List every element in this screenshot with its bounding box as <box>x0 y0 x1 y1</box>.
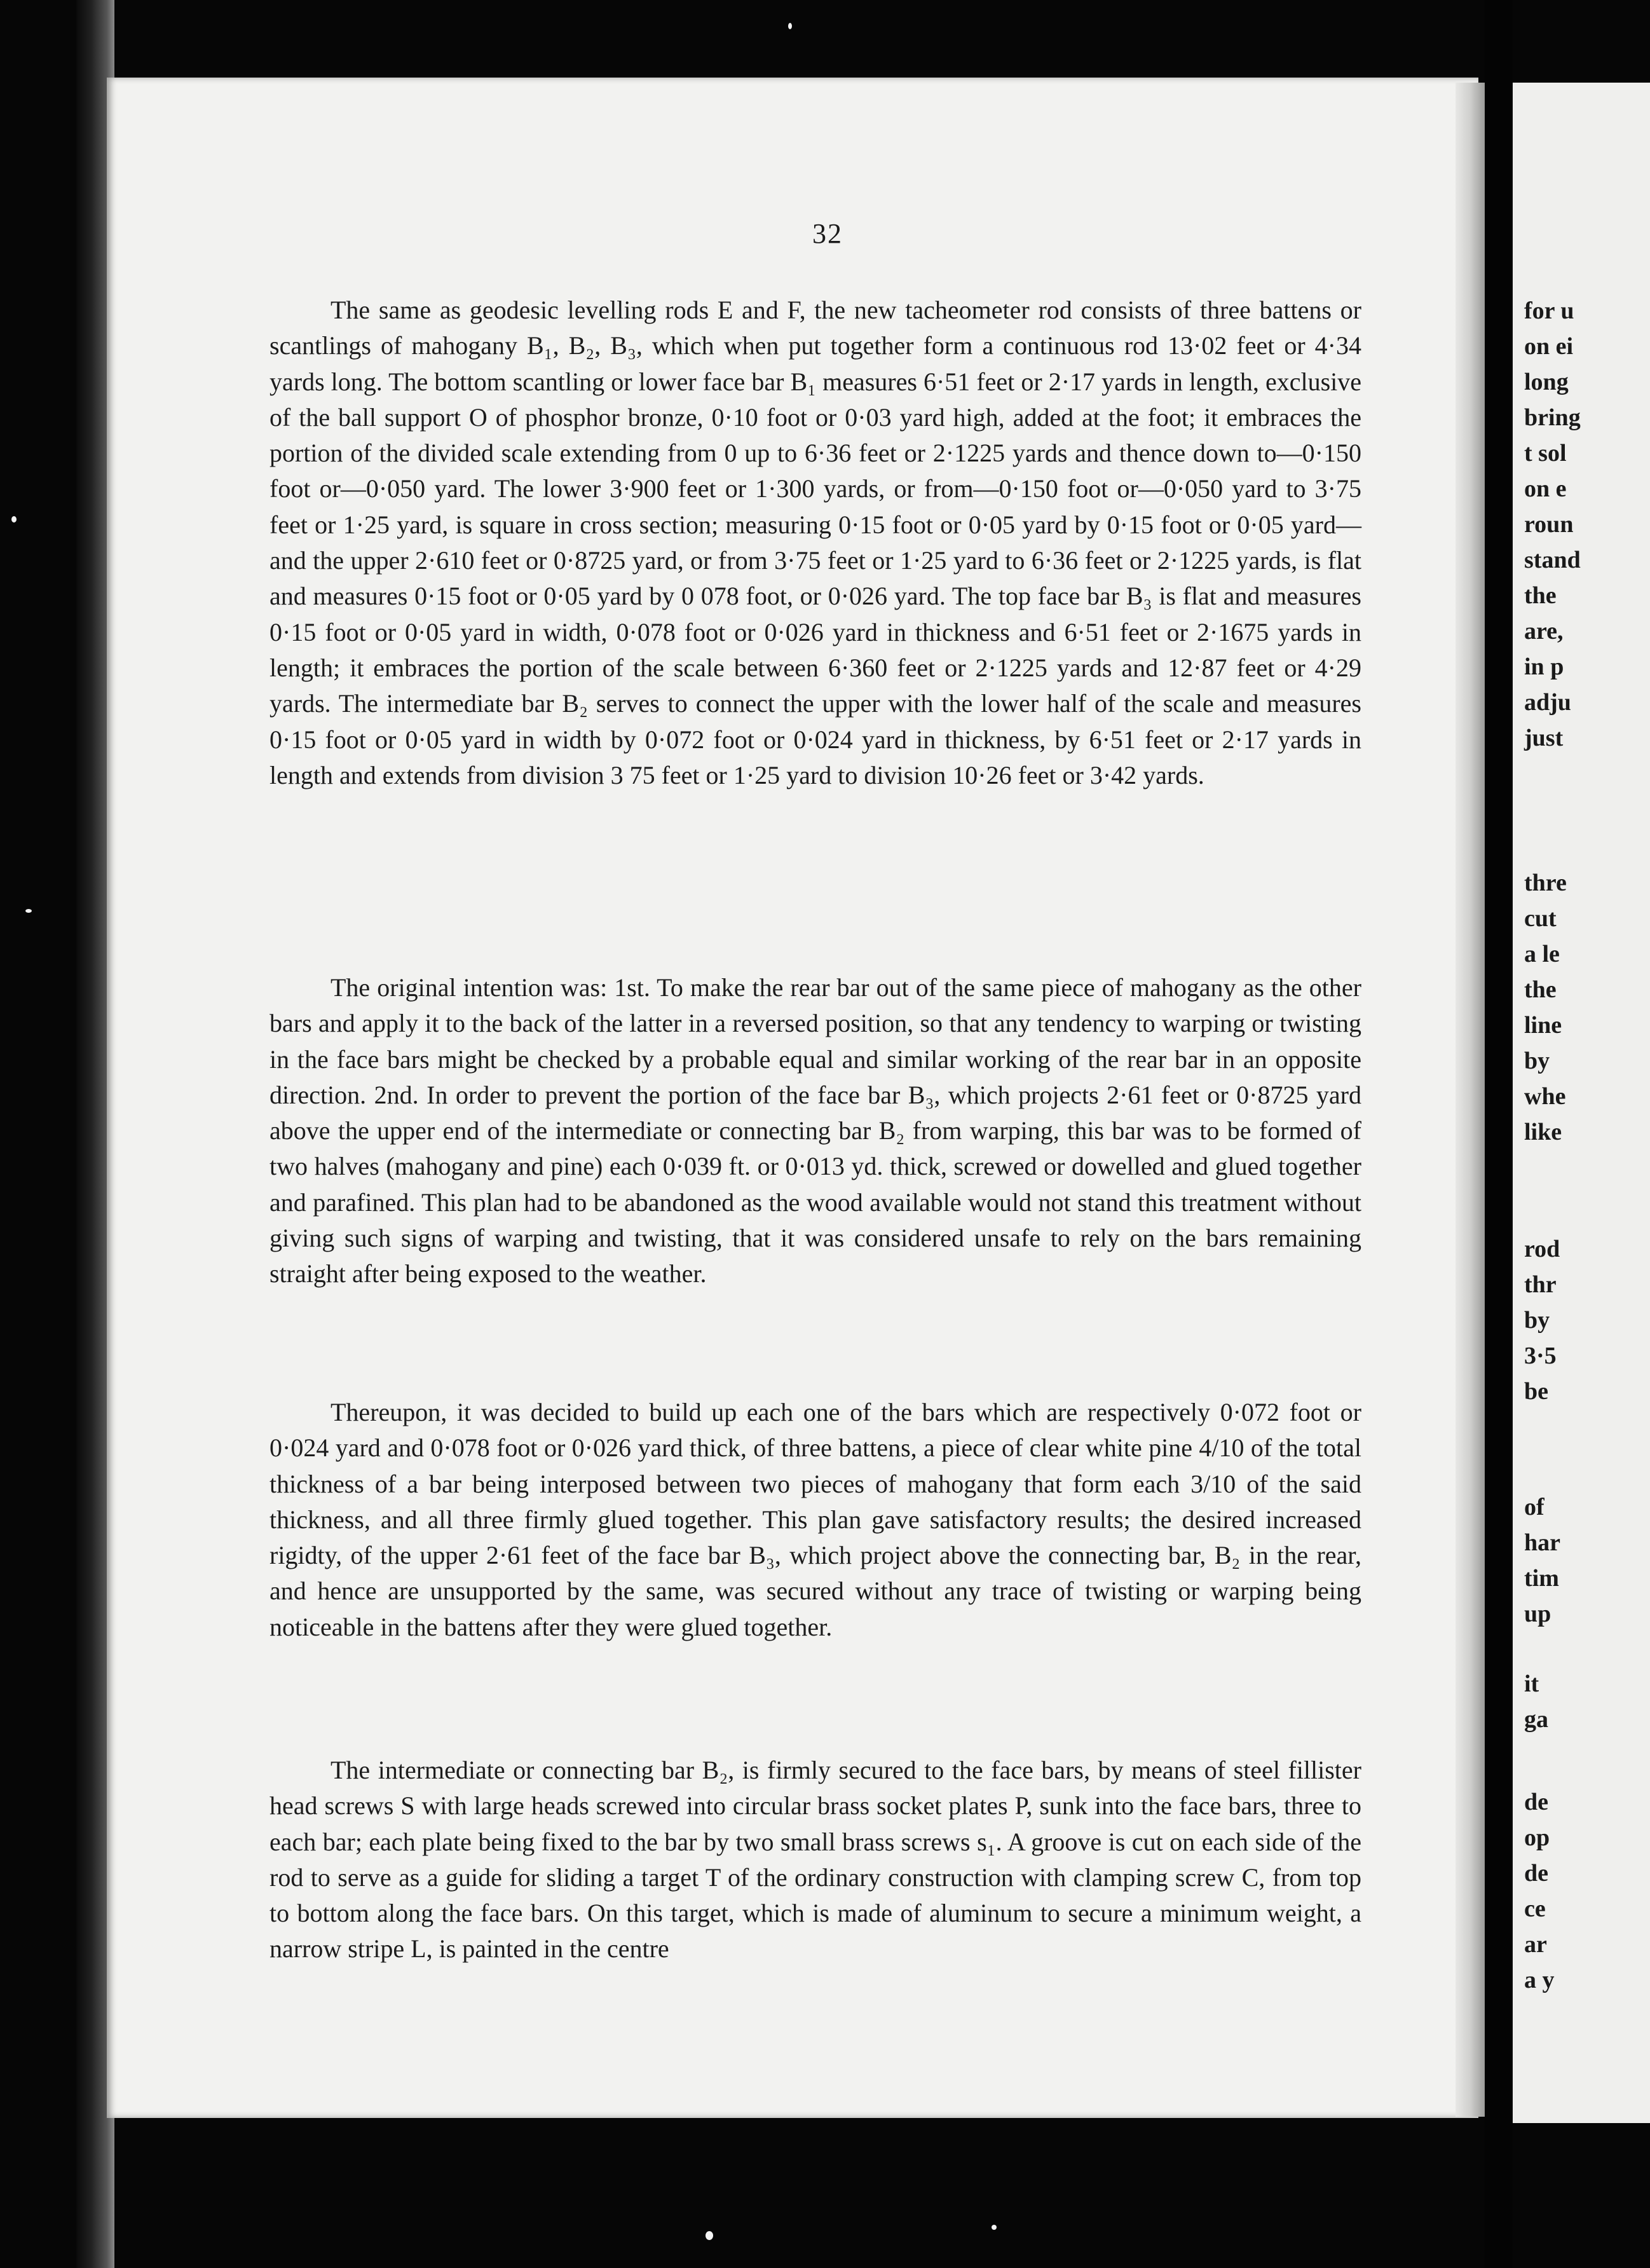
adjacent-line: ga <box>1524 1706 1548 1733</box>
adjacent-line: are, <box>1524 618 1564 645</box>
adjacent-line: in p <box>1524 653 1564 680</box>
scan-speck <box>11 516 17 523</box>
adjacent-line: just <box>1524 725 1564 751</box>
scan-speck <box>706 2231 713 2240</box>
adjacent-line: for u <box>1524 297 1574 324</box>
adjacent-line: tim <box>1524 1565 1559 1592</box>
adjacent-line: ce <box>1524 1896 1546 1922</box>
adjacent-line: thr <box>1524 1271 1557 1298</box>
adjacent-line: har <box>1524 1529 1560 1556</box>
adjacent-line: by <box>1524 1048 1550 1074</box>
adjacent-line: adju <box>1524 689 1571 716</box>
gutter-gap <box>1485 0 1513 2268</box>
adjacent-line: a le <box>1524 941 1560 967</box>
adjacent-line: whe <box>1524 1083 1566 1110</box>
adjacent-line: 3·5 <box>1524 1342 1557 1369</box>
scan-speck <box>992 2225 997 2230</box>
paragraph-2: The original intention was: 1st. To make the rear bar out of the same piece of mahogany as the other bars and apply it to the back of the latter in a reversed position, so that any tendency to warping or twisting in the face bars might be checked by a probable equal and similar working of the rear bar in an opposite direction. 2nd. In order to prevent the portion of the face bar B₃, which projects 2·61 feet or 0·8725 yard above the upper end of the intermediate or connecting bar B₂ from warping, this bar was to be formed of two halves (mahogany and pine) each 0·039 ft. or 0·013 yd. thick, screwed or dowelled and glued together and parafined. This plan had to be abandoned as the wood available would not stand this treatment without giving such signs of warping and twisting, that it was considered unsafe to rely on the bars remaining straight after being exposed to the weather. <box>269 973 1361 1288</box>
scan-speck <box>788 23 792 29</box>
adjacent-line: op <box>1524 1824 1550 1851</box>
adjacent-line: t sol <box>1524 440 1567 467</box>
adjacent-line: like <box>1524 1119 1562 1145</box>
paragraph-3: Thereupon, it was decided to build up each one of the bars which are respectively 0·072 foot or 0·024 yard and 0·078 foot or 0·026 yard thick, of three battens, a piece of clear white pine 4/10 of the total thickness of a bar being interposed between two pieces of mahogany that form each 3/10 of the said thickness, and all three firmly glued together. This plan gave satisfactory results; the desired increased rigidty, of the upper 2·61 feet of the face bar B₃, which project above the connecting bar, B₂ in the rear, and hence are unsupported by the same, was secured without any trace of twisting or warping being noticeable in the battens after they were glued together. <box>269 1398 1361 1641</box>
adjacent-line: bring <box>1524 404 1581 431</box>
adjacent-line: stand <box>1524 547 1581 573</box>
adjacent-line: cut <box>1524 905 1557 932</box>
adjacent-line: ar <box>1524 1931 1547 1958</box>
paragraph-1: The same as geodesic levelling rods E and F, the new tacheometer rod consists of three battens or scantlings of mahogany B₁, B₂, B₃, which when put together form a continuous rod 13·02 feet or 4·34 yards long. The bottom scantling or lower face bar B₁ measures 6·51 feet or 2·17 yards in length, exclusive of the ball support O of phosphor bronze, 0·10 foot or 0·03 yard high, added at the foot; it embraces the portion of the divided scale extending from 0 up to 6·36 feet or 2·1225 yards and thence down to—0·150 foot or—0·050 yard. The lower 3·900 feet or 1·300 yards, or from—0·150 foot or—0·050 yard to 3·75 feet or 1·25 yard, is square in cross section; measuring 0·15 foot or 0·05 yard by 0·15 foot or 0·05 yard—and the upper 2·610 feet or 0·8725 yard, or from 3·75 feet or 1·25 yard to 6·36 feet or 2·1225 yards, is flat and measures 0·15 foot or 0·05 yard by 0 078 foot, or 0·026 yard. The top face bar B₃ is flat and measures 0·15 foot or 0·05 yard in width, 0·078 foot or 0·026 yard in thickness and 6·51 feet or 2·1675 yards in length; it embraces the portion of the scale between 6·360 feet or 2·1225 yards and 12·87 feet or 4·29 yards. The intermediate bar B₂ serves to connect the upper with the lower half of the scale and measures 0·15 foot or 0·05 yard in width by 0·072 foot or 0·024 yard in thickness, by 6·51 feet or 2·17 yards in length and extends from division 3 75 feet or 1·25 yard to division 10·26 feet or 3·42 yards. <box>269 296 1361 789</box>
adjacent-line: by <box>1524 1307 1550 1334</box>
adjacent-line: the <box>1524 582 1557 609</box>
scan-speck <box>25 909 32 913</box>
adjacent-line: on ei <box>1524 333 1574 360</box>
adjacent-line: up <box>1524 1601 1551 1627</box>
adjacent-page <box>1513 83 1650 2123</box>
adjacent-line: on e <box>1524 475 1567 502</box>
adjacent-line: thre <box>1524 870 1567 896</box>
page-number: 32 <box>812 218 843 249</box>
page-edge <box>1456 83 1485 2117</box>
adjacent-line: the <box>1524 976 1557 1003</box>
adjacent-line: line <box>1524 1012 1562 1039</box>
adjacent-line: of <box>1524 1494 1544 1520</box>
adjacent-line: de <box>1524 1860 1548 1887</box>
adjacent-line: be <box>1524 1378 1548 1405</box>
adjacent-line: long <box>1524 369 1569 395</box>
paragraph-4: The intermediate or connecting bar B₂, is firmly secured to the face bars, by means of steel fillister head screws S with large heads screwed into circular brass socket plates P, sunk into the face bars, three to each bar; each plate being fixed to the bar by two small brass screws s₁. A groove is cut on each side of the rod to serve as a guide for sliding a target T of the ordinary construction with clamping screw C, from top to bottom along the face bars. On this target, which is made of aluminum to secure a minimum weight, a narrow stripe L, is painted in the centre <box>269 1756 1361 1964</box>
adjacent-line: a y <box>1524 1967 1555 1993</box>
adjacent-line: roun <box>1524 511 1574 538</box>
adjacent-line: de <box>1524 1789 1548 1815</box>
adjacent-line: it <box>1524 1670 1539 1697</box>
adjacent-line: rod <box>1524 1236 1560 1262</box>
